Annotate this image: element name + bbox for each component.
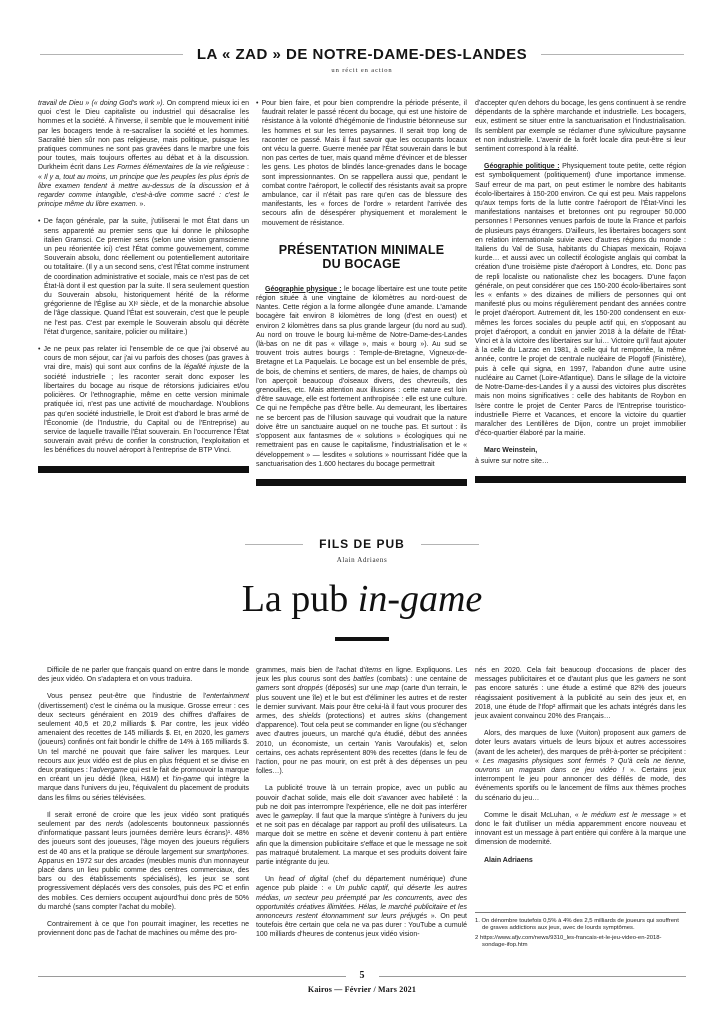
section-end-bar (38, 466, 249, 473)
article1-column-1 (38, 99, 249, 473)
article2-header (0, 537, 724, 551)
title-underline (335, 637, 389, 641)
paragraph: nés en 2020. Cela fait beaucoup d'occasions de placer des messages publicitaires et ce d'autant plus que les gamers ne sont pas encore saturés : une étude a estimé que 82% des joueurs réagissaient positivement à la publicité au sein des jeux et, en 2018, une étude de l'Ifop² affirmait que les achats intégrés dans les jeux avaient convaincu 20% des Français… (475, 667, 686, 721)
journal-name-date: Kairos — Février / Mars 2021 (307, 985, 417, 994)
paragraph: • Pour bien faire, et pour bien comprendre la période présente, il faudrait relater le passé récent du bocage, qui est une histoire de résistance à la volonté d'hégémonie de l'industrie bétonneuse sur les hommes et sur les terres paysannes. Il serait trop long de raconter ce passé. Mais il faut savoir que les occupants locaux ont vécu la guerre. Guerre menée par l'État souverain dans le but non pas certes de tuer, mais quand même d'évincer et de blesser les gens. Les photos de blindés lance-grenades dans le bocage sont impressionnantes. On se rappellera aussi que, pendant le combat contre l'aéroport, le collectif des résistants avait sa propre ambulance, car il n'était pas rare qu'en cas de blessure des manifestants, les « forces de l'ordre » retardent l'arrivée des secours afin de désespérer physiquement et moralement le mouvement de résistance. (256, 100, 467, 227)
article1-column-2 (256, 99, 467, 486)
section-heading-line2: DU BOCAGE (322, 257, 401, 272)
article2-column-1 (38, 666, 249, 946)
paragraph: Contrairement à ce que l'on pourrait imaginer, les recettes ne proviennent donc pas de l'achat de machines ou même des pro- (38, 921, 249, 938)
article2-column-3 (475, 666, 686, 873)
paragraph: grammes, mais bien de l'achat d'items en ligne. Expliquons. Les jeux les plus courus sont des battles (combats) : une centaine de gamers sont droppés (déposés) sur une map (carte d'un terrain, le plus souvent une île) et le but est d'éliminer les autres et de rester le dernier survivant. Mais pour être celui-là il faut vous procurer des armes, des shields (protections) et autres skins (changement d'apparence). Tout cela peut se commander en ligne (ou s'échanger avec d'autres joueurs, un marché qu'a étudié, début des années 2010, un économiste, un certain Yanis Varoufakis) et, selon certains, ces achats représentent 80% des recettes (dans le feu de l'action, pour ne pas mourir, on est prêt à des dépenses un peu folles…). (256, 667, 468, 776)
kicker-rule-right (421, 544, 479, 545)
section-end-bar (256, 479, 467, 486)
paragraph: Géographie politique : Physiquement toute petite, cette région est symboliquement (politiquement) d'une importance immense. Sauf erreur de ma part, on peut estimer le nombre des habitants écolo-libertaires à 150-200 environ. Ce qui est peu. Mais rappelons qu'aux temps forts de la lutte contre l'aéroport de l'État-Vinci les manifestations nantaises et bretonnes ont pu regrouper 50.000 personnes ! Personnes venues parfois de toute la France et parfois de plusieurs pays étrangers. D'ailleurs, les libertaires bocagers sont en relation internationale suivie avec d'autres régions du monde : Italiens du Val de Susa, habitants du Chiapas mexicain, Rojava kurde… et aussi avec un collectif écologiste anglais qui combat la création d'une troisième piste d'aéroport à Londres, etc. Donc pas de repli localiste ou nationaliste chez les bocagers. D'une façon générale, on peut considérer que ces 150-200 écolo-libertaires sont les « enfants » des dizaines de milliers de personnes qui ont manifesté plus ou moins régulièrement pendant des années contre le projet d'aéroport. Autrement dit, les 150-200 condensent en eux-mêmes les forces sociales du peuple actif qui, en s'opposant au projet d'aéroport, a conduit en janvier 2018 à la défaite de l'État-Vinci et à la victoire des libertaires sur lui… Victoire qu'il faut ajouter à la celle du Larzac en 1981, à celle qui fut remportée, la même année, contre le projet de centrale nucléaire de Plogoff (Finistère), puis à celle qui signa, en 1997, l'abandon d'une autre usine nucléaire au Carnet (Loire-Atlantique). Dans le sillage de la victoire de Notre-Dame-des-Landes il y a aussi des victoires plus discrètes mais non moins significatives : celle des habitants de Roybon en Isère contre le projet de Center Parcs de l'Entreprise touristico-industrielle Pierre et Vacances, et encore la victoire du quartier maraîcher des Lentillères de Dijon, contre un projet immobilier d'éco-quartier élaboré par la mairie. (475, 163, 686, 438)
article1-column-3 (475, 99, 686, 483)
article1-subtitle: un récit en action (331, 67, 393, 74)
section-heading (260, 243, 463, 272)
paragraph: d'accepter qu'en dehors du bocage, les gens continuent à se rendre dépendants de la sphère marchande et industrielle. Les bocagers, eux, estiment se situer entre la sanctuarisation et l'industrialisation. Ils semblent par exemple se réclamer d'une sylviculture paysanne et non industrielle. L'avenir de la forêt locale dira peut-être si leur sentiment correspond à la réalité. (475, 100, 686, 154)
kicker-rule-left (245, 544, 303, 545)
paragraph: Difficile de ne parler que français quand on entre dans le monde des jeux vidéo. On s'adaptera et on vous traduira. (38, 667, 249, 684)
byline-note: à suivre sur notre site… (475, 457, 549, 465)
section-heading-line1: PRÉSENTATION MINIMALE (278, 242, 445, 257)
article2-column-2 (256, 666, 467, 948)
footnote-2: 2 https://www.afjv.com/news/9310_les-francais-et-le-jeu-video-en-2018-sondage-ifop.htm (475, 934, 662, 949)
footnote-1: 1. On dénombre toutefois 0,5% à 4% des 2,5 milliards de joueurs qui souffrent de graves addictions aux jeux, avec de lourds symptômes. (475, 918, 679, 932)
paragraph: • Je ne peux pas relater ici l'ensemble de ce que j'ai observé au cours de mon séjour, car j'ai vu parfois des choses (pas graves à vrai dire, mais) qui sont aux confins de la légalité injuste de la société industrielle ; les raconter serait donc exposer les libertaires du bocage au risque de rétorsions judiciaires et/ou policières. Or l'ethnographie, même en cette version minimale pratiquée ici, n'est pas une activité de mouchardage. N'oublions pas qu'en société industrielle, le Droit est d'abord le bras armé de l'Économie (de l'Industrie, du Capital ou de l'Entreprise) au service de laquelle travaille l'État souverain. En l'occurrence l'État souverain avait prévu de confier la construction, l'exploitation et les bénéfices du nouvel aéroport à l'entreprise de BTP Vinci. (38, 346, 249, 455)
paragraph: Il serait erroné de croire que les jeux vidéo sont pratiqués seulement par des nerds (adolescents boutonneux passionnés d'informatique passant leurs journées derrière leurs écrans)¹. 48% des joueurs sont des joueuses, l'âge moyen des joueurs réguliers est de 40 ans et la pratique se déroule largement sur smartphones. Apparus en 1972 sur des arcades (meubles munis d'un monnayeur placé dans un lieu public comme des centres commerciaux, des bars ou des établissements spécialisés), les jeux se sont progressivement déplacés vers des consoles, puis des PC et enfin des mobiles. Ces derniers occupent aujourd'hui donc près de 50% du marché (sans compter l'achat du mobile). (38, 811, 249, 911)
footnotes-block (475, 912, 686, 952)
header-rule-left (40, 54, 183, 55)
page-number: 5 (346, 970, 379, 981)
page-number-wrap (0, 970, 724, 981)
footnote-rule (475, 912, 686, 913)
section-end-bar (475, 476, 686, 483)
header-rule-right (541, 54, 684, 55)
paragraph: travail de Dieu » (« doing God's work »). On comprend mieux ici en quoi c'est le Dieu capitaliste ou industriel qui désacralise les hommes et la société. À l'inverse, il semble que le mouvement initié par les bocagers tende à re-sacraliser la société et les hommes. Sacralité bien sûr non pas religieuse, mais politique, puisque les pratiques communes ne sont pas gravées dans le marbre une fois pour toutes, mais toujours offertes au débat et à la discussion. Durkheim écrit dans Les Formes élémentaires de la vie religieuse : « Il y a, tout au moins, un principe que les peuples les plus épris de libre examen tendent à mettre au-dessus de la discussion et à regarder comme intangible, c'est-à-dire comme sacré : c'est le principe même du libre examen. ». (38, 100, 249, 209)
article1-header (40, 46, 684, 63)
paragraph: Vous pensez peut-être que l'industrie de l'entertainment (divertissement) c'est le cinéma ou la musique. Grosse erreur : ces deux secteurs généraient en 2019 des chiffres d'affaires de seulement 40,5 et 20,2 milliards $. Par contre, les jeux vidéo amenaient des recettes de 145 milliards $. Et, en 2020, les gamers (joueurs) confinés ont fait bondir le chiffre de 14% à 165 milliards $. Un tel marché ne pouvait que faire saliver les marques. Leur recours aux jeux vidéo est de plus en plus fréquent et se divise en deux pratiques : l'advergame qui est le fait de promouvoir la marque en créant un jeu dédié (Ikea, H&M) et l'in-game qui intègre la marque dans l'univers du jeu, l'équivalent du placement de produits dans les films ou séries télévisées. (38, 693, 249, 802)
paragraph: • De façon générale, par la suite, j'utiliserai le mot État dans un sens apparenté au premier sens que lui donne le philosophe italien Gramsci. Ce premier sens (selon une vision gramscienne un peu réorientée ici) c'est l'État comme gouvernement, comme Souverain absolu, donc réellement ou potentiellement autoritaire ou totalitaire. (Il y a un second sens, c'est l'État comme instrument de coordination administrative et sociale, mais ce n'est pas de cet État-là dont il est question par la suite. Il sera seulement question du Souverain absolu, historiquement hérité de la réforme grégorienne de l'Église au XIᵉ siècle, et de la monarchie absolue de l'âge classique. Quand l'État est souverain, c'est que le peuple ne l'est pas. C'est par exemple le Souverain absolu qui décrète l'état d'urgence, sanitaire, policier ou militaire.) (38, 218, 249, 336)
article2-author: Alain Adriaens (336, 556, 388, 564)
paragraph: Géographie physique : le bocage libertaire est une toute petite région située à une vingtaine de kilomètres au nord-ouest de Nantes. Cette région a la forme allongée d'une amande. L'amande bocagère fait environ 8 kilomètres de long (d'est en ouest) et environ 2 kilomètres dans sa plus grande largeur (du nord au sud). Au nord on trouve le bourg lui-même de Notre-Dame-des-Landes (là-bas on ne dit pas « village », mais « bourg »). Au sud se trouvent trois autres bourgs : Temple-de-Bretagne, Vigneux-de-Bretagne et La Paquelais. Le bocage est un bel ensemble de prés, de bois, de chemins et sentiers, de mares, de haies, de champs où l'on aperçoit beaucoup d'oiseaux divers, des chevreuils, des grenouilles, etc. Mais attention aux illusions : cette nature est loin d'être sauvage, elle est fortement anthropisée : elle est une culture. Ce qui ne l'empêche pas d'être belle. Au demeurant, les libertaires ne se bercent pas de l'illusion sauvage qui voudrait que la nature doive être un sanctuaire auquel on ne touche pas. Et surtout : ils s'opposent aux fantasmes de « solutions » écologiques qui ne remettraient pas en cause le capitalisme, l'industrialisation et le « développement » — lesdites « solutions » nourrissant l'idée que la sanctuarisation des 1.600 hectares du bocage permettrait (256, 285, 467, 468)
article2-signature: Alain Adriaens (484, 856, 533, 864)
article2-title: La pub in-game (241, 578, 483, 620)
paragraph: La publicité trouve là un terrain propice, avec un public au pouvoir d'achat solide, mais elle doit s'avancer avec habileté : la pub ne doit pas interrompre l'expérience, elle ne doit pas interférer avec le gameplay. Il faut que la marque s'intègre à l'univers du jeu et ne soit pas en décalage par rapport au profil des utilisateurs. La marque doit se mettre en scène et devenir contenu à part entière afin que la dimension publicitaire s'efface et que le message ne soit pas matraqué brutalement. La marque et ses produits doivent faire partie intégrante du jeu. (256, 785, 467, 867)
paragraph: Alors, des marques de luxe (Vuiton) proposent aux gamers de doter leurs avatars virtuels de leurs bijoux et autres accessoires (avant de les acheter), des marques de prêt-à-porter se précipitent : « Les magasins physiques sont fermés ? Qu'à cela ne tienne, ouvrons un magasin dans ce jeu vidéo ! ». Certains jeux interrompent le jeu pour annoncer des défilés de mode, des événements sportifs ou le lancement de films aux thèmes proches du scénario du jeu… (475, 730, 686, 802)
article1-title: LA « ZAD » DE NOTRE-DAME-DES-LANDES (196, 46, 528, 63)
paragraph: Un head of digital (chef du département numérique) d'une agence pub plaide : « Un public captif, qui déserte les autres médias, un secteur peu préempté par les concurrents, avec des opportunités créatives illimitées. Hélas, le marché publicitaire et les annonceurs restent étonnamment sur leurs préjugés ». On peut toutefois être certain que cela ne va pas durer : YouTube a cumulé 100 milliards d'heures de contenus jeux vidéo vision- (256, 876, 467, 939)
article2-kicker: FILS DE PUB (319, 537, 405, 551)
byline-author: Marc Weinstein, (484, 447, 538, 455)
paragraph: Comme le disait McLuhan, « le médium est le message » et donc le fait d'utiliser un média apparemment encore nouveau et innovant est un message à part entière qui confère à la marque une dimension de modernité. (475, 811, 686, 847)
